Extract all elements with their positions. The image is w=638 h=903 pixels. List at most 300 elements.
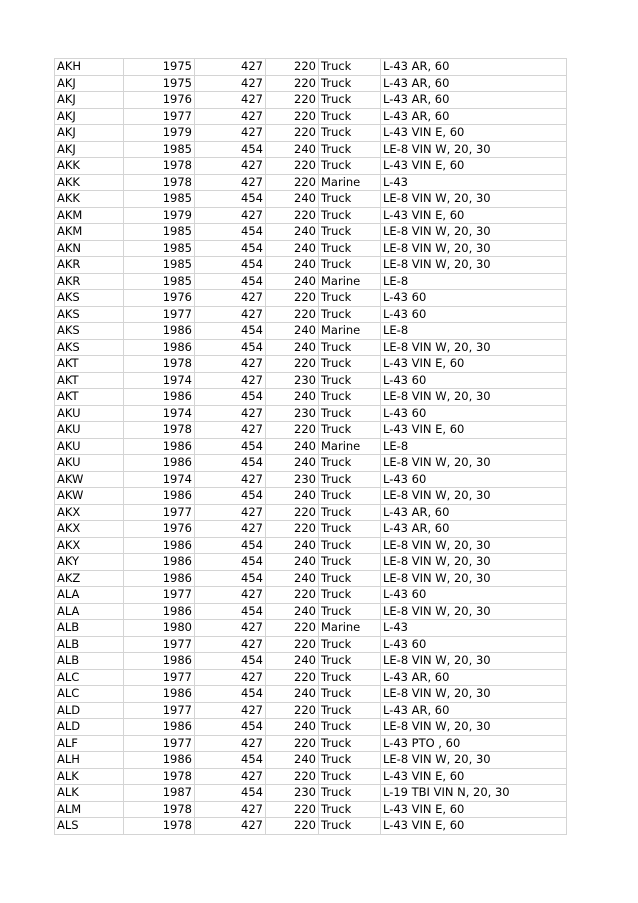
application-cell: Truck bbox=[319, 158, 381, 175]
year-cell: 1975 bbox=[124, 75, 195, 92]
engine-code-cell: AKK bbox=[55, 174, 124, 191]
horsepower-cell: 240 bbox=[266, 273, 319, 290]
table-row bbox=[55, 554, 567, 571]
notes-cell: L-43 AR, 60 bbox=[381, 59, 567, 76]
table-row bbox=[55, 438, 567, 455]
engine-code-cell: AKJ bbox=[55, 75, 124, 92]
notes-cell: L-43 VIN E, 60 bbox=[381, 356, 567, 373]
table-row bbox=[55, 306, 567, 323]
application-cell: Truck bbox=[319, 587, 381, 604]
horsepower-cell: 240 bbox=[266, 653, 319, 670]
notes-cell: L-43 AR, 60 bbox=[381, 702, 567, 719]
application-cell: Truck bbox=[319, 603, 381, 620]
horsepower-cell: 220 bbox=[266, 587, 319, 604]
application-cell: Truck bbox=[319, 554, 381, 571]
application-cell: Truck bbox=[319, 405, 381, 422]
engine-code-cell: AKS bbox=[55, 323, 124, 340]
year-cell: 1976 bbox=[124, 521, 195, 538]
notes-cell: L-43 AR, 60 bbox=[381, 504, 567, 521]
notes-cell: L-43 60 bbox=[381, 636, 567, 653]
year-cell: 1977 bbox=[124, 108, 195, 125]
application-cell: Truck bbox=[319, 669, 381, 686]
application-cell: Marine bbox=[319, 174, 381, 191]
engine-code-cell: AKJ bbox=[55, 125, 124, 142]
displacement-cell: 427 bbox=[195, 669, 266, 686]
year-cell: 1979 bbox=[124, 207, 195, 224]
displacement-cell: 427 bbox=[195, 636, 266, 653]
engine-code-cell: ALB bbox=[55, 620, 124, 637]
displacement-cell: 454 bbox=[195, 389, 266, 406]
notes-cell: LE-8 bbox=[381, 273, 567, 290]
table-row bbox=[55, 587, 567, 604]
application-cell: Truck bbox=[319, 257, 381, 274]
displacement-cell: 427 bbox=[195, 108, 266, 125]
year-cell: 1978 bbox=[124, 422, 195, 439]
engine-code-cell: ALA bbox=[55, 587, 124, 604]
notes-cell: L-43 AR, 60 bbox=[381, 92, 567, 109]
year-cell: 1977 bbox=[124, 669, 195, 686]
horsepower-cell: 220 bbox=[266, 125, 319, 142]
table-row bbox=[55, 818, 567, 835]
displacement-cell: 427 bbox=[195, 92, 266, 109]
application-cell: Truck bbox=[319, 306, 381, 323]
notes-cell: L-43 60 bbox=[381, 372, 567, 389]
application-cell: Truck bbox=[319, 108, 381, 125]
displacement-cell: 454 bbox=[195, 339, 266, 356]
notes-cell: LE-8 VIN W, 20, 30 bbox=[381, 719, 567, 736]
engine-code-cell: AKU bbox=[55, 422, 124, 439]
notes-cell: L-43 AR, 60 bbox=[381, 669, 567, 686]
horsepower-cell: 240 bbox=[266, 339, 319, 356]
year-cell: 1986 bbox=[124, 752, 195, 769]
engine-code-cell: ALD bbox=[55, 702, 124, 719]
notes-cell: LE-8 bbox=[381, 438, 567, 455]
year-cell: 1985 bbox=[124, 224, 195, 241]
notes-cell: L-43 60 bbox=[381, 471, 567, 488]
table-row bbox=[55, 455, 567, 472]
year-cell: 1985 bbox=[124, 240, 195, 257]
horsepower-cell: 220 bbox=[266, 818, 319, 835]
year-cell: 1975 bbox=[124, 59, 195, 76]
notes-cell: LE-8 VIN W, 20, 30 bbox=[381, 653, 567, 670]
displacement-cell: 427 bbox=[195, 818, 266, 835]
table-row bbox=[55, 471, 567, 488]
engine-code-cell: AKW bbox=[55, 471, 124, 488]
table-row bbox=[55, 141, 567, 158]
year-cell: 1978 bbox=[124, 158, 195, 175]
application-cell: Truck bbox=[319, 125, 381, 142]
application-cell: Truck bbox=[319, 488, 381, 505]
table-row bbox=[55, 422, 567, 439]
application-cell: Truck bbox=[319, 702, 381, 719]
application-cell: Marine bbox=[319, 323, 381, 340]
engine-code-cell: AKH bbox=[55, 59, 124, 76]
displacement-cell: 427 bbox=[195, 735, 266, 752]
notes-cell: L-43 60 bbox=[381, 405, 567, 422]
horsepower-cell: 220 bbox=[266, 768, 319, 785]
notes-cell: L-43 VIN E, 60 bbox=[381, 801, 567, 818]
horsepower-cell: 220 bbox=[266, 207, 319, 224]
year-cell: 1986 bbox=[124, 653, 195, 670]
horsepower-cell: 220 bbox=[266, 356, 319, 373]
displacement-cell: 454 bbox=[195, 752, 266, 769]
application-cell: Marine bbox=[319, 438, 381, 455]
horsepower-cell: 230 bbox=[266, 785, 319, 802]
application-cell: Truck bbox=[319, 141, 381, 158]
table-row bbox=[55, 768, 567, 785]
engine-code-cell: ALM bbox=[55, 801, 124, 818]
year-cell: 1978 bbox=[124, 801, 195, 818]
horsepower-cell: 240 bbox=[266, 455, 319, 472]
table-row bbox=[55, 372, 567, 389]
application-cell: Truck bbox=[319, 537, 381, 554]
engine-code-cell: ALK bbox=[55, 785, 124, 802]
table-row bbox=[55, 125, 567, 142]
engine-code-cell: AKZ bbox=[55, 570, 124, 587]
notes-cell: L-43 VIN E, 60 bbox=[381, 207, 567, 224]
engine-code-cell: ALA bbox=[55, 603, 124, 620]
displacement-cell: 427 bbox=[195, 587, 266, 604]
displacement-cell: 454 bbox=[195, 488, 266, 505]
table-row bbox=[55, 537, 567, 554]
application-cell: Truck bbox=[319, 92, 381, 109]
year-cell: 1977 bbox=[124, 735, 195, 752]
engine-code-cell: ALB bbox=[55, 653, 124, 670]
application-cell: Truck bbox=[319, 818, 381, 835]
displacement-cell: 427 bbox=[195, 59, 266, 76]
horsepower-cell: 240 bbox=[266, 141, 319, 158]
horsepower-cell: 240 bbox=[266, 257, 319, 274]
displacement-cell: 454 bbox=[195, 323, 266, 340]
application-cell: Truck bbox=[319, 59, 381, 76]
displacement-cell: 427 bbox=[195, 504, 266, 521]
table-row bbox=[55, 207, 567, 224]
engine-code-cell: AKS bbox=[55, 306, 124, 323]
notes-cell: LE-8 VIN W, 20, 30 bbox=[381, 537, 567, 554]
table-row bbox=[55, 92, 567, 109]
displacement-cell: 427 bbox=[195, 702, 266, 719]
engine-code-cell: AKY bbox=[55, 554, 124, 571]
notes-cell: LE-8 VIN W, 20, 30 bbox=[381, 488, 567, 505]
year-cell: 1986 bbox=[124, 339, 195, 356]
engine-code-cell: ALF bbox=[55, 735, 124, 752]
table-row bbox=[55, 257, 567, 274]
year-cell: 1986 bbox=[124, 603, 195, 620]
notes-cell: LE-8 VIN W, 20, 30 bbox=[381, 141, 567, 158]
year-cell: 1976 bbox=[124, 290, 195, 307]
displacement-cell: 454 bbox=[195, 570, 266, 587]
horsepower-cell: 220 bbox=[266, 636, 319, 653]
horsepower-cell: 220 bbox=[266, 75, 319, 92]
year-cell: 1986 bbox=[124, 570, 195, 587]
table-row bbox=[55, 356, 567, 373]
horsepower-cell: 220 bbox=[266, 735, 319, 752]
year-cell: 1979 bbox=[124, 125, 195, 142]
table-row bbox=[55, 488, 567, 505]
application-cell: Truck bbox=[319, 455, 381, 472]
year-cell: 1980 bbox=[124, 620, 195, 637]
table-row bbox=[55, 801, 567, 818]
year-cell: 1986 bbox=[124, 719, 195, 736]
displacement-cell: 427 bbox=[195, 356, 266, 373]
year-cell: 1986 bbox=[124, 488, 195, 505]
horsepower-cell: 240 bbox=[266, 719, 319, 736]
horsepower-cell: 240 bbox=[266, 438, 319, 455]
year-cell: 1978 bbox=[124, 356, 195, 373]
table-row bbox=[55, 59, 567, 76]
application-cell: Truck bbox=[319, 636, 381, 653]
application-cell: Truck bbox=[319, 290, 381, 307]
application-cell: Truck bbox=[319, 785, 381, 802]
year-cell: 1985 bbox=[124, 191, 195, 208]
table-row bbox=[55, 735, 567, 752]
table-row bbox=[55, 75, 567, 92]
table-row bbox=[55, 785, 567, 802]
application-cell: Truck bbox=[319, 339, 381, 356]
horsepower-cell: 220 bbox=[266, 422, 319, 439]
notes-cell: LE-8 VIN W, 20, 30 bbox=[381, 455, 567, 472]
horsepower-cell: 230 bbox=[266, 405, 319, 422]
engine-code-cell: AKR bbox=[55, 257, 124, 274]
notes-cell: LE-8 VIN W, 20, 30 bbox=[381, 752, 567, 769]
notes-cell: LE-8 VIN W, 20, 30 bbox=[381, 224, 567, 241]
table-row bbox=[55, 191, 567, 208]
engine-code-cell: AKS bbox=[55, 290, 124, 307]
horsepower-cell: 240 bbox=[266, 224, 319, 241]
horsepower-cell: 240 bbox=[266, 240, 319, 257]
application-cell: Truck bbox=[319, 570, 381, 587]
horsepower-cell: 240 bbox=[266, 686, 319, 703]
notes-cell: LE-8 VIN W, 20, 30 bbox=[381, 389, 567, 406]
horsepower-cell: 230 bbox=[266, 471, 319, 488]
application-cell: Truck bbox=[319, 356, 381, 373]
horsepower-cell: 240 bbox=[266, 603, 319, 620]
application-cell: Truck bbox=[319, 191, 381, 208]
engine-code-cell: AKU bbox=[55, 405, 124, 422]
year-cell: 1986 bbox=[124, 686, 195, 703]
application-cell: Truck bbox=[319, 801, 381, 818]
horsepower-cell: 220 bbox=[266, 521, 319, 538]
table-row bbox=[55, 521, 567, 538]
engine-code-cell: ALS bbox=[55, 818, 124, 835]
notes-cell: LE-8 VIN W, 20, 30 bbox=[381, 686, 567, 703]
notes-cell: LE-8 bbox=[381, 323, 567, 340]
year-cell: 1987 bbox=[124, 785, 195, 802]
engine-code-cell: AKW bbox=[55, 488, 124, 505]
displacement-cell: 427 bbox=[195, 207, 266, 224]
horsepower-cell: 240 bbox=[266, 554, 319, 571]
displacement-cell: 427 bbox=[195, 372, 266, 389]
displacement-cell: 427 bbox=[195, 801, 266, 818]
displacement-cell: 427 bbox=[195, 620, 266, 637]
notes-cell: L-43 bbox=[381, 174, 567, 191]
displacement-cell: 454 bbox=[195, 686, 266, 703]
table-row bbox=[55, 719, 567, 736]
year-cell: 1978 bbox=[124, 818, 195, 835]
displacement-cell: 454 bbox=[195, 554, 266, 571]
application-cell: Marine bbox=[319, 620, 381, 637]
notes-cell: L-43 AR, 60 bbox=[381, 108, 567, 125]
notes-cell: L-43 VIN E, 60 bbox=[381, 158, 567, 175]
engine-code-cell: AKJ bbox=[55, 108, 124, 125]
application-cell: Truck bbox=[319, 653, 381, 670]
displacement-cell: 427 bbox=[195, 125, 266, 142]
horsepower-cell: 220 bbox=[266, 801, 319, 818]
table-row bbox=[55, 224, 567, 241]
displacement-cell: 454 bbox=[195, 785, 266, 802]
engine-code-cell: AKR bbox=[55, 273, 124, 290]
displacement-cell: 454 bbox=[195, 438, 266, 455]
table-row bbox=[55, 603, 567, 620]
year-cell: 1978 bbox=[124, 768, 195, 785]
displacement-cell: 427 bbox=[195, 75, 266, 92]
horsepower-cell: 240 bbox=[266, 323, 319, 340]
engine-code-cell: AKX bbox=[55, 521, 124, 538]
application-cell: Truck bbox=[319, 75, 381, 92]
year-cell: 1977 bbox=[124, 587, 195, 604]
application-cell: Truck bbox=[319, 686, 381, 703]
year-cell: 1986 bbox=[124, 438, 195, 455]
application-cell: Truck bbox=[319, 504, 381, 521]
year-cell: 1977 bbox=[124, 504, 195, 521]
notes-cell: LE-8 VIN W, 20, 30 bbox=[381, 191, 567, 208]
horsepower-cell: 220 bbox=[266, 158, 319, 175]
year-cell: 1986 bbox=[124, 554, 195, 571]
table-row bbox=[55, 108, 567, 125]
application-cell: Marine bbox=[319, 273, 381, 290]
year-cell: 1986 bbox=[124, 455, 195, 472]
application-cell: Truck bbox=[319, 752, 381, 769]
table-row bbox=[55, 240, 567, 257]
engine-code-cell: AKM bbox=[55, 224, 124, 241]
horsepower-cell: 240 bbox=[266, 537, 319, 554]
displacement-cell: 454 bbox=[195, 273, 266, 290]
engine-code-cell: ALK bbox=[55, 768, 124, 785]
displacement-cell: 454 bbox=[195, 653, 266, 670]
engine-code-cell: AKT bbox=[55, 389, 124, 406]
application-cell: Truck bbox=[319, 372, 381, 389]
table-row bbox=[55, 669, 567, 686]
engine-code-cell: ALD bbox=[55, 719, 124, 736]
year-cell: 1986 bbox=[124, 389, 195, 406]
table-row bbox=[55, 570, 567, 587]
engine-code-cell: ALB bbox=[55, 636, 124, 653]
displacement-cell: 427 bbox=[195, 521, 266, 538]
displacement-cell: 427 bbox=[195, 768, 266, 785]
notes-cell: L-43 AR, 60 bbox=[381, 75, 567, 92]
displacement-cell: 454 bbox=[195, 240, 266, 257]
year-cell: 1985 bbox=[124, 273, 195, 290]
engine-code-cell: AKN bbox=[55, 240, 124, 257]
horsepower-cell: 220 bbox=[266, 669, 319, 686]
engine-code-cell: ALH bbox=[55, 752, 124, 769]
engine-code-cell: ALC bbox=[55, 686, 124, 703]
year-cell: 1985 bbox=[124, 141, 195, 158]
table-row bbox=[55, 636, 567, 653]
notes-cell: LE-8 VIN W, 20, 30 bbox=[381, 240, 567, 257]
year-cell: 1974 bbox=[124, 372, 195, 389]
year-cell: 1974 bbox=[124, 405, 195, 422]
engine-code-cell: ALC bbox=[55, 669, 124, 686]
displacement-cell: 454 bbox=[195, 191, 266, 208]
table-row bbox=[55, 653, 567, 670]
displacement-cell: 427 bbox=[195, 422, 266, 439]
year-cell: 1986 bbox=[124, 537, 195, 554]
notes-cell: LE-8 VIN W, 20, 30 bbox=[381, 603, 567, 620]
notes-cell: L-43 VIN E, 60 bbox=[381, 818, 567, 835]
notes-cell: L-43 VIN E, 60 bbox=[381, 422, 567, 439]
table-row bbox=[55, 504, 567, 521]
table-row bbox=[55, 273, 567, 290]
table-row bbox=[55, 752, 567, 769]
year-cell: 1977 bbox=[124, 702, 195, 719]
application-cell: Truck bbox=[319, 768, 381, 785]
year-cell: 1978 bbox=[124, 174, 195, 191]
engine-code-cell: AKU bbox=[55, 455, 124, 472]
table-row bbox=[55, 174, 567, 191]
table-row bbox=[55, 702, 567, 719]
displacement-cell: 454 bbox=[195, 224, 266, 241]
horsepower-cell: 220 bbox=[266, 59, 319, 76]
displacement-cell: 427 bbox=[195, 158, 266, 175]
table-row bbox=[55, 389, 567, 406]
table-row bbox=[55, 620, 567, 637]
displacement-cell: 454 bbox=[195, 537, 266, 554]
displacement-cell: 427 bbox=[195, 405, 266, 422]
displacement-cell: 454 bbox=[195, 603, 266, 620]
table-row bbox=[55, 323, 567, 340]
engine-code-cell: AKX bbox=[55, 504, 124, 521]
year-cell: 1977 bbox=[124, 636, 195, 653]
engine-code-cell: AKX bbox=[55, 537, 124, 554]
notes-cell: L-43 60 bbox=[381, 306, 567, 323]
displacement-cell: 427 bbox=[195, 290, 266, 307]
table-row bbox=[55, 686, 567, 703]
notes-cell: L-43 AR, 60 bbox=[381, 521, 567, 538]
engine-code-cell: AKJ bbox=[55, 92, 124, 109]
table-row bbox=[55, 339, 567, 356]
application-cell: Truck bbox=[319, 471, 381, 488]
notes-cell: LE-8 VIN W, 20, 30 bbox=[381, 339, 567, 356]
engine-code-table bbox=[54, 58, 567, 835]
displacement-cell: 454 bbox=[195, 141, 266, 158]
notes-cell: L-43 PTO , 60 bbox=[381, 735, 567, 752]
horsepower-cell: 220 bbox=[266, 174, 319, 191]
notes-cell: LE-8 VIN W, 20, 30 bbox=[381, 570, 567, 587]
application-cell: Truck bbox=[319, 735, 381, 752]
notes-cell: L-43 VIN E, 60 bbox=[381, 125, 567, 142]
table-row bbox=[55, 290, 567, 307]
horsepower-cell: 220 bbox=[266, 620, 319, 637]
year-cell: 1985 bbox=[124, 257, 195, 274]
notes-cell: L-43 60 bbox=[381, 290, 567, 307]
application-cell: Truck bbox=[319, 422, 381, 439]
table-body bbox=[55, 59, 567, 835]
year-cell: 1974 bbox=[124, 471, 195, 488]
horsepower-cell: 220 bbox=[266, 290, 319, 307]
engine-code-cell: AKU bbox=[55, 438, 124, 455]
horsepower-cell: 220 bbox=[266, 306, 319, 323]
engine-code-cell: AKJ bbox=[55, 141, 124, 158]
engine-code-cell: AKT bbox=[55, 356, 124, 373]
engine-code-cell: AKK bbox=[55, 191, 124, 208]
horsepower-cell: 220 bbox=[266, 108, 319, 125]
engine-code-cell: AKM bbox=[55, 207, 124, 224]
application-cell: Truck bbox=[319, 224, 381, 241]
displacement-cell: 454 bbox=[195, 455, 266, 472]
application-cell: Truck bbox=[319, 240, 381, 257]
engine-code-cell: AKS bbox=[55, 339, 124, 356]
